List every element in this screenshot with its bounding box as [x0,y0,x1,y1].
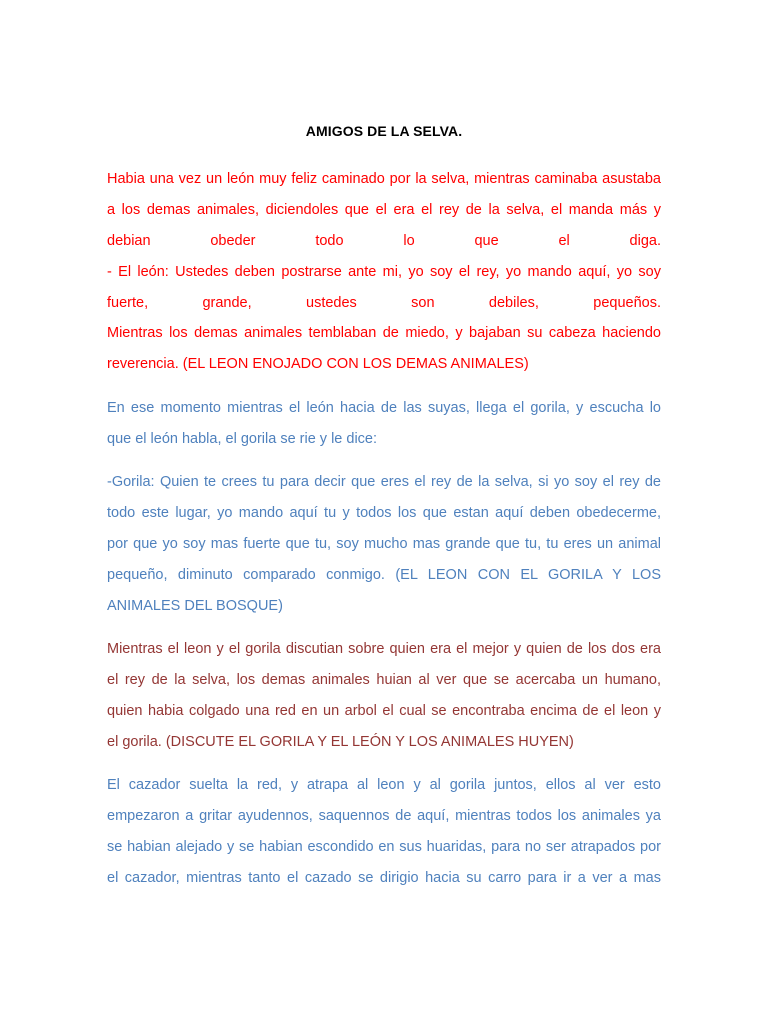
paragraph-2-line-2: que el león habla, el gorila se rie y le dice: [107,431,378,447]
paragraph-5-line-1: El cazador suelta la red, y atrapa al leon y al gorila juntos, ellos al ver esto [107,777,661,793]
paragraph-3-line-4: pequeño, diminuto comparado conmigo. (EL LEON CON EL GORILA Y LOS [107,567,661,583]
paragraph-2-line-1: En ese momento mientras el león hacia de las suyas, llega el gorila, y escucha lo [107,400,661,416]
paragraph-3-line-5: ANIMALES DEL BOSQUE) [107,598,283,614]
paragraph-4-line-4: el gorila. (DISCUTE EL GORILA Y EL LEÓN Y LOS ANIMALES HUYEN) [107,734,574,750]
paragraph-5-line-3: se habian alejado y se habian escondido en sus huaridas, para no ser atrapados por [107,839,661,855]
paragraph-4-line-2: el rey de la selva, los demas animales huian al ver que se acercaba un humano, [107,672,661,688]
paragraph-4-line-3: quien habia colgado una red en un arbol el cual se encontraba encima de el leon y [107,703,661,719]
paragraph-1-line-7: reverencia. (EL LEON ENOJADO CON LOS DEMAS ANIMALES) [107,356,529,372]
document-title: AMIGOS DE LA SELVA. [305,123,463,139]
paragraph-4-line-1: Mientras el leon y el gorila discutian sobre quien era el mejor y quien de los dos era [107,641,661,657]
paragraph-1-line-2: a los demas animales, diciendoles que el era el rey de la selva, el manda más y [107,202,661,218]
paragraph-1-line-1: Habia una vez un león muy feliz caminado por la selva, mientras caminaba asustaba [107,171,661,187]
paragraph-1-line-5: fuerte, grande, ustedes son debiles, pequeños. [107,295,661,311]
paragraph-3-line-2: todo este lugar, yo mando aquí tu y todos los que estan aquí deben obedecerme, [107,505,661,521]
paragraph-1-line-6: Mientras los demas animales temblaban de miedo, y bajaban su cabeza haciendo [107,325,661,341]
paragraph-1-line-3: debian obeder todo lo que el diga. [107,233,661,249]
paragraph-5-line-4: el cazador, mientras tanto el cazado se dirigio hacia su carro para ir a ver a mas [107,870,661,886]
paragraph-1-line-4: - El león: Ustedes deben postrarse ante mi, yo soy el rey, yo mando aquí, yo soy [107,264,661,280]
paragraph-5-line-2: empezaron a gritar ayudennos, saquennos de aquí, mientras todos los animales ya [107,808,661,824]
paragraph-3-line-3: por que yo soy mas fuerte que tu, soy mucho mas grande que tu, tu eres un animal [107,536,661,552]
paragraph-3-line-1: -Gorila: Quien te crees tu para decir que eres el rey de la selva, si yo soy el rey de [107,474,661,490]
